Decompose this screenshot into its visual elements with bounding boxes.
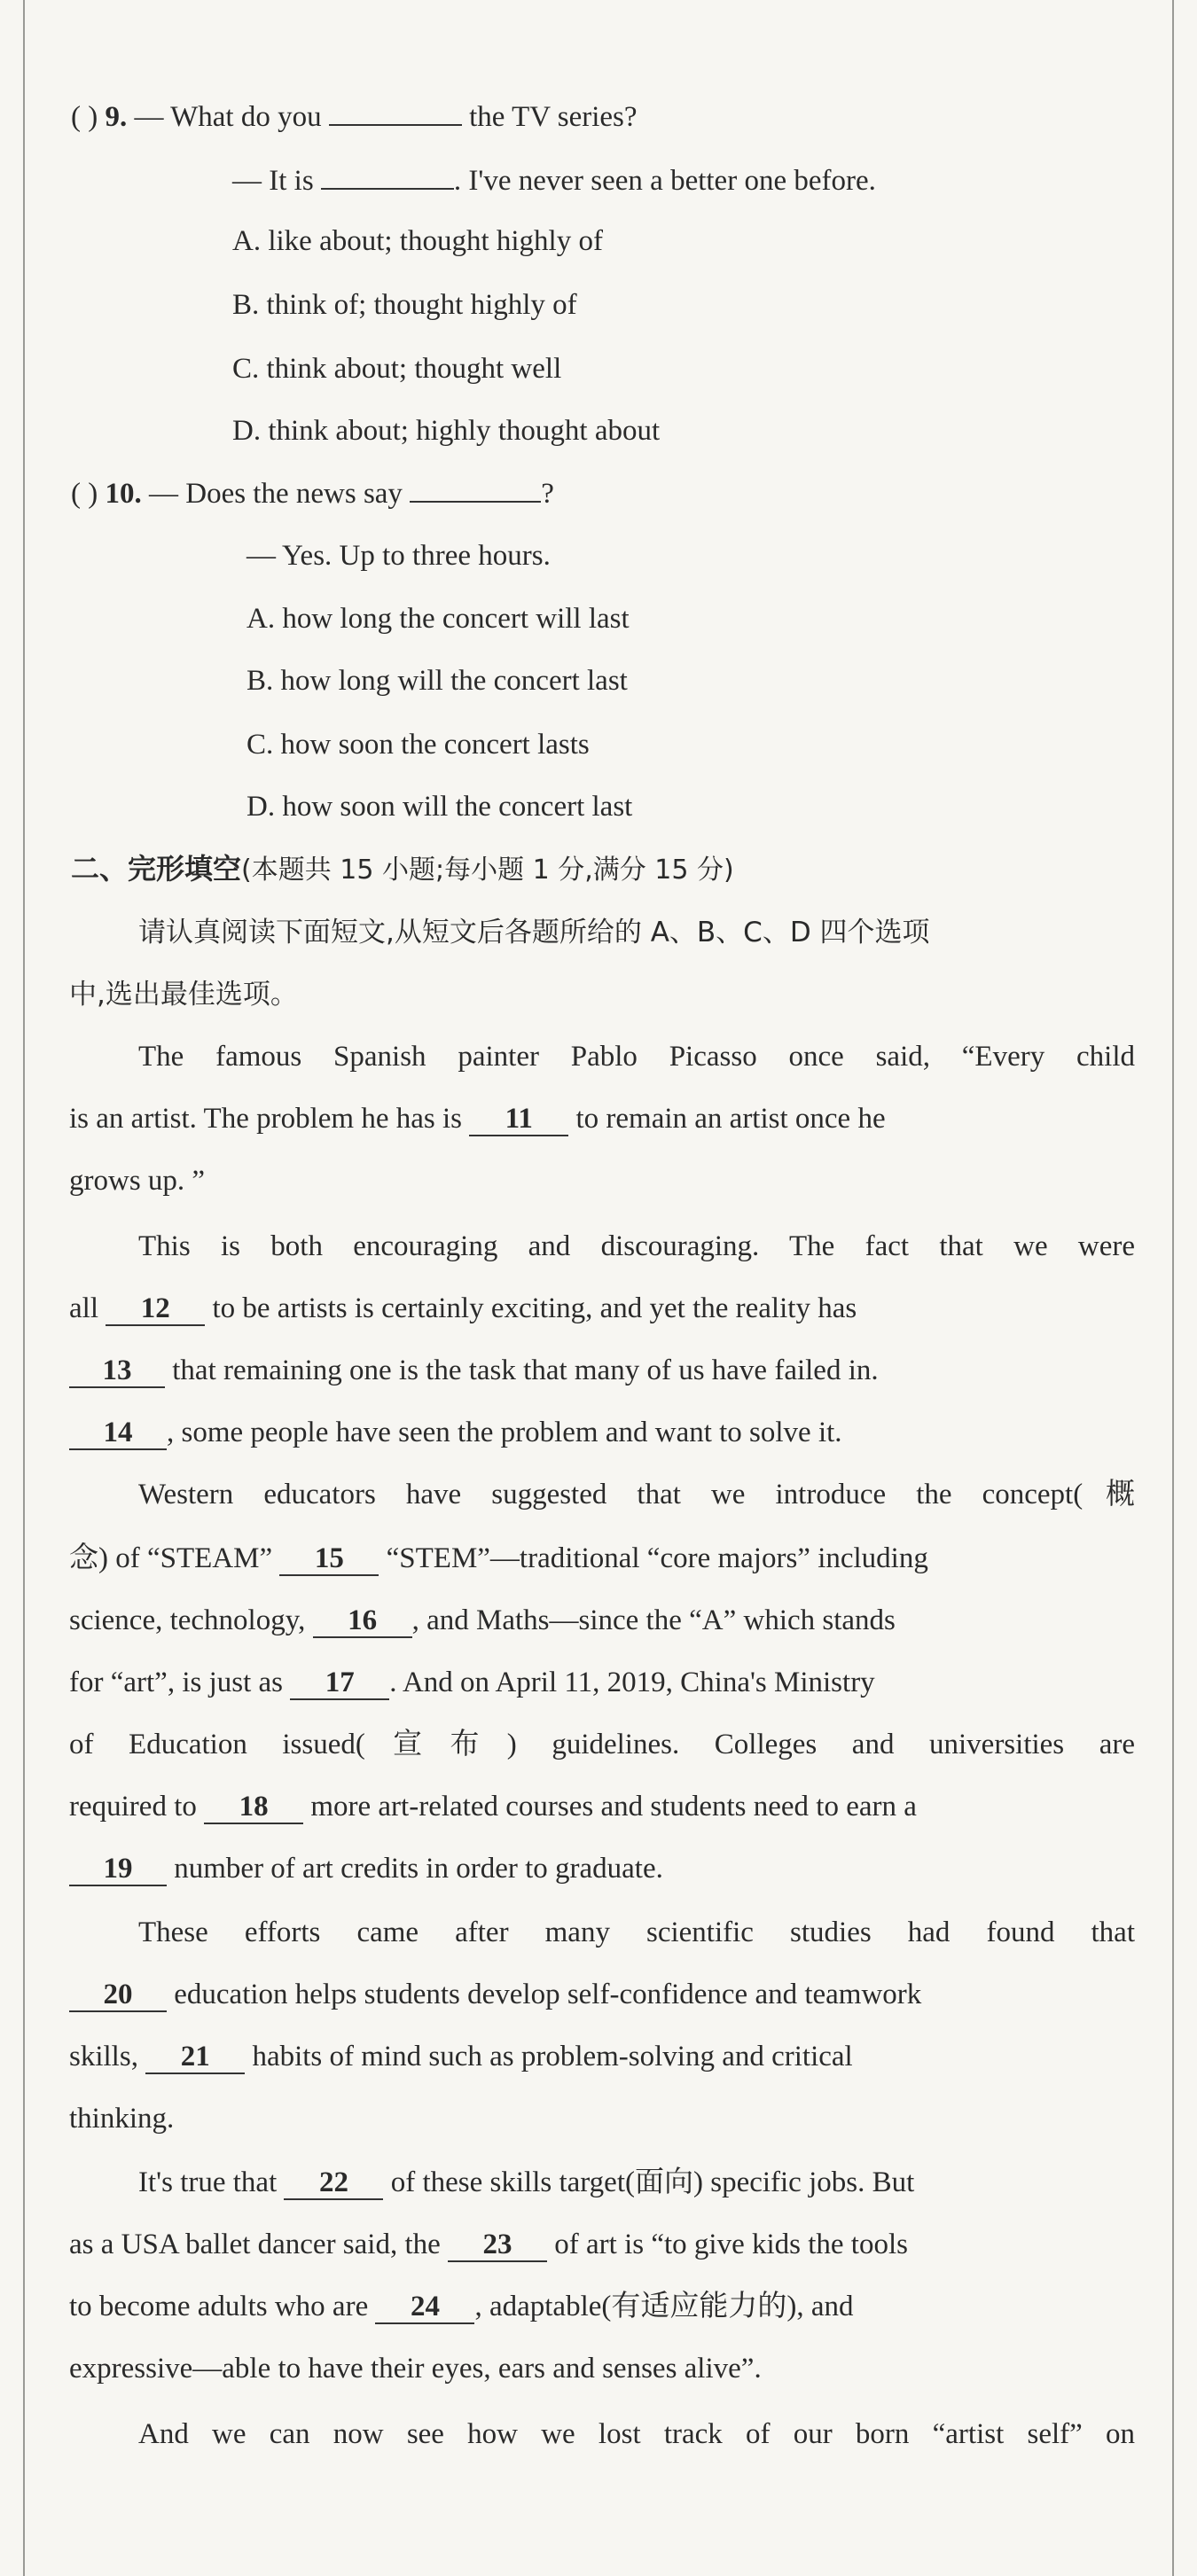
passage-text: to be artists is certainly exciting, and yet the reality has xyxy=(212,1292,857,1324)
passage-line: thinking. xyxy=(69,2103,175,2135)
passage-line xyxy=(69,1975,921,2014)
passage-line xyxy=(69,1663,875,1702)
option-a: A. like about; thought highly of xyxy=(232,225,603,257)
passage-line: expressive—able to have their eyes, ears and senses alive”. xyxy=(69,2353,762,2385)
question-number: 10. xyxy=(105,478,142,510)
passage-text: , adaptable(有适应能力的), and xyxy=(474,2291,854,2322)
cloze-blank-19: 19 xyxy=(69,1853,167,1886)
cloze-blank-14: 14 xyxy=(69,1417,167,1450)
passage-text: “STEM”—traditional “core majors” including xyxy=(386,1542,928,1574)
left-margin-rule xyxy=(23,0,25,2576)
passage-line xyxy=(69,1601,896,1640)
passage-line xyxy=(69,1787,917,1826)
answer-blank xyxy=(410,474,541,503)
prompt-text: ? xyxy=(541,478,554,510)
cloze-blank-22: 22 xyxy=(284,2166,383,2200)
passage-line: These efforts came after many scientific studies had found that xyxy=(138,1916,1135,1948)
passage-text: science, technology, xyxy=(69,1604,306,1636)
cloze-blank-18: 18 xyxy=(204,1791,303,1824)
prompt-text: — Does the news say xyxy=(148,478,403,510)
reply-text: — It is xyxy=(232,165,314,197)
passage-text: skills, xyxy=(69,2041,138,2073)
passage-line xyxy=(69,1539,928,1578)
option-d: D. think about; highly thought about xyxy=(232,415,661,447)
passage-text: . And on April 11, 2019, China's Ministry xyxy=(389,1667,875,1698)
passage-text: to remain an artist once he xyxy=(575,1103,886,1135)
passage-text: is an artist. The problem he has is xyxy=(69,1103,462,1135)
cloze-blank-17: 17 xyxy=(290,1667,389,1700)
option-b: B. how long will the concert last xyxy=(246,665,628,697)
passage-line xyxy=(69,1099,886,1138)
cloze-blank-16: 16 xyxy=(313,1604,412,1638)
instruction-line-2: 中,选出最佳选项。 xyxy=(69,979,298,1011)
passage-text: for “art”, is just as xyxy=(69,1667,284,1698)
passage-line xyxy=(138,2163,914,2202)
passage-text: 念) of “STEAM” xyxy=(69,1542,273,1574)
passage-line xyxy=(69,1413,842,1452)
passage-text: , and Maths—since the “A” which stands xyxy=(411,1604,896,1636)
passage-text: of these skills target(面向) specific jobs. But xyxy=(390,2166,915,2198)
option-d: D. how soon will the concert last xyxy=(246,791,633,823)
passage-line xyxy=(69,1289,857,1328)
answer-blank xyxy=(321,161,454,190)
cloze-blank-12: 12 xyxy=(106,1292,205,1326)
cloze-blank-21: 21 xyxy=(145,2041,245,2074)
passage-text: It's true that xyxy=(138,2166,278,2198)
cloze-blank-24: 24 xyxy=(375,2291,474,2324)
answer-paren: ( ) xyxy=(71,101,98,133)
passage-line xyxy=(69,1351,879,1390)
section-heading xyxy=(71,849,734,890)
question-9-stem xyxy=(71,98,638,137)
passage-text: that remaining one is the task that many of us have failed in. xyxy=(172,1354,879,1386)
passage-text: to become adults who are xyxy=(69,2291,369,2322)
passage-line: The famous Spanish painter Pablo Picasso once said, “Every child xyxy=(138,1041,1135,1073)
answer-paren: ( ) xyxy=(71,478,98,510)
passage-line xyxy=(69,2287,854,2326)
question-number: 9. xyxy=(105,101,128,133)
option-b: B. think of; thought highly of xyxy=(232,289,577,321)
passage-text: , some people have seen the problem and want to solve it. xyxy=(167,1417,842,1448)
cloze-blank-11: 11 xyxy=(469,1103,568,1136)
passage-text: education helps students develop self-confidence and teamwork xyxy=(174,1979,922,2010)
question-10-stem xyxy=(71,474,554,513)
answer-blank xyxy=(329,98,462,126)
cloze-blank-20: 20 xyxy=(69,1979,167,2012)
passage-text: more art-related courses and students need to earn a xyxy=(310,1791,917,1823)
instruction-line-1: 请认真阅读下面短文,从短文后各题所给的 A、B、C、D 四个选项 xyxy=(138,917,930,948)
passage-line: grows up. ” xyxy=(69,1165,206,1197)
passage-line: And we can now see how we lost track of our born “artist self” on xyxy=(138,2418,1135,2450)
passage-text: of art is “to give kids the tools xyxy=(554,2229,908,2260)
prompt-text: — What do you xyxy=(134,101,322,133)
prompt-text: the TV series? xyxy=(469,101,638,133)
option-a: A. how long the concert will last xyxy=(246,603,630,635)
passage-line xyxy=(69,2037,853,2076)
passage-text: number of art credits in order to graduate. xyxy=(174,1853,663,1885)
question-10-reply: — Yes. Up to three hours. xyxy=(246,540,551,572)
reply-text: . I've never seen a better one before. xyxy=(453,165,876,197)
cloze-blank-13: 13 xyxy=(69,1354,165,1388)
passage-line: This is both encouraging and discouraging. The fact that we were xyxy=(138,1230,1135,1262)
option-c: C. how soon the concert lasts xyxy=(246,729,590,761)
section-note: (本题共 15 小题;每小题 1 分,满分 15 分) xyxy=(241,855,734,886)
passage-line: of Education issued(宣布) guidelines. Colleges and universities are xyxy=(69,1729,1135,1760)
right-margin-rule xyxy=(1172,0,1174,2576)
cloze-blank-15: 15 xyxy=(279,1542,379,1576)
passage-text: all xyxy=(69,1292,98,1324)
passage-text: habits of mind such as problem-solving and critical xyxy=(252,2041,853,2073)
question-9-reply xyxy=(232,161,876,200)
option-c: C. think about; thought well xyxy=(232,353,562,385)
section-title: 二、完形填空 xyxy=(71,852,242,886)
passage-line xyxy=(69,1849,663,1888)
passage-text: as a USA ballet dancer said, the xyxy=(69,2229,441,2260)
cloze-blank-23: 23 xyxy=(448,2229,547,2262)
passage-line xyxy=(69,2225,908,2264)
passage-text: required to xyxy=(69,1791,197,1823)
passage-line: Western educators have suggested that we introduce the concept(概 xyxy=(138,1479,1135,1510)
